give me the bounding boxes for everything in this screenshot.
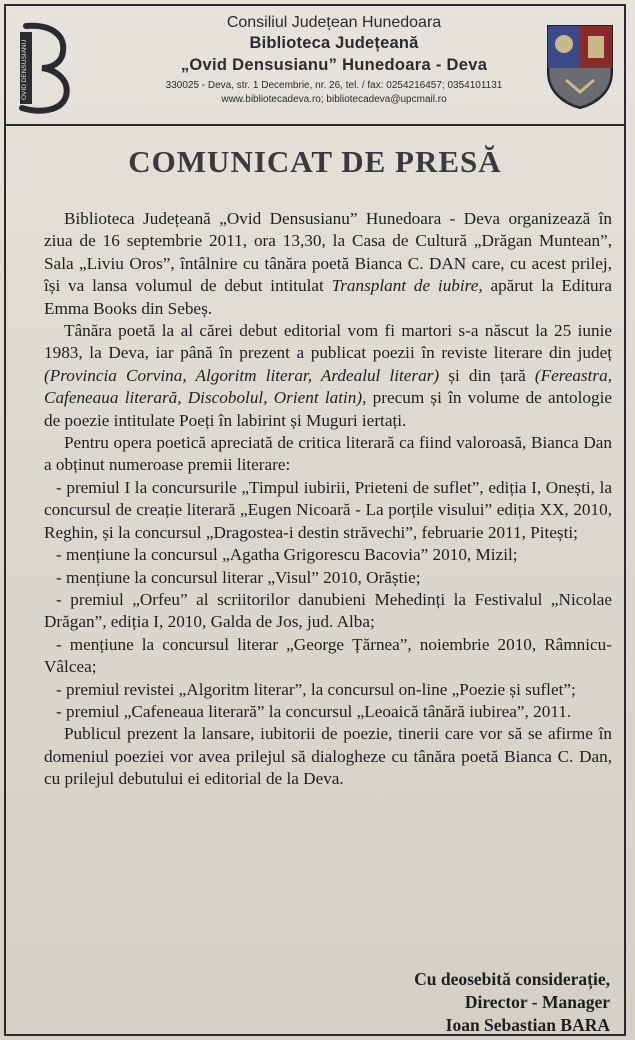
library-address: 330025 - Deva, str. 1 Decembrie, nr. 26, tel. / fax: 0254216457; 0354101131: [165, 80, 503, 91]
award-item: - premiul revistei „Algoritm literar”, la concursul on-line „Poezie și suflet”;: [56, 679, 576, 699]
paragraph-closing: Publicul prezent la lansare, iubitorii de poezie, tinerii care vor să se afirme în domeniul poeziei vor avea prilejul să dialogheze cu tânăra poetă Bianca C. Dan, cu prilejul debutului ei editorial de la Deva.: [44, 724, 612, 789]
signature-block: [414, 968, 610, 1037]
page-title: COMUNICAT DE PRESĂ: [128, 144, 502, 179]
national-magazines: (Fereastra, Cafeneaua literară, Discobolul, Orient latin),: [44, 365, 613, 408]
paragraph-biography: [44, 320, 612, 432]
paragraph-event: [44, 208, 612, 320]
library-full-name: „Ovid Densusianu” Hunedoara - Deva: [180, 56, 488, 74]
event-text-a: Biblioteca Județeană „Ovid Densusianu” Hunedoara - Deva organizează în ziua de 16 septembrie 2011, ora 13,30, la Casa de Cultură „Drăgan Muntean”, Sala „Liviu Oros”, întâlnire cu tânăra poetă Bianca C. DAN care, cu acest prilej, își va lansa volumul de debut intitulat: [44, 209, 612, 296]
bio-text-b: și din țară: [439, 365, 535, 385]
logo-vertical-text: OVID DENSUSIANU: [21, 39, 28, 100]
press-release-frame: [4, 4, 626, 1036]
signature-name: Ioan Sebastian BARA: [445, 1015, 610, 1035]
signature-greeting: Cu deosebită considerație,: [414, 969, 610, 989]
signature-role: Director - Manager: [464, 992, 610, 1012]
library-logo-icon: [12, 22, 76, 114]
library-web-contacts: www.bibliotecadeva.ro; bibliotecadeva@upcmail.ro: [221, 94, 447, 105]
press-release-body: [44, 208, 612, 791]
letterhead-text: [146, 12, 522, 106]
award-item: - premiul „Cafeneaua literară” la concursul „Leoaică tânără iubirea”, 2011.: [56, 701, 572, 721]
award-item: - mențiune la concursul literar „Visul” 2010, Orăștie;: [56, 567, 421, 587]
library-name: Biblioteca Județeană: [249, 34, 419, 52]
letterhead: [6, 6, 624, 126]
paragraph-awards-intro: Pentru opera poetică apreciată de critica literară ca fiind valoroasă, Bianca Dan a obținut numeroase premii literare:: [44, 433, 612, 475]
event-text-b: apărut la Editura Emma Books din Sebeș.: [44, 276, 613, 318]
bio-text-c: precum și în volume de antologie de poezie intitulate Poeți în labirint și Muguri iertați.: [44, 388, 612, 430]
award-item: - premiul „Orfeu” al scriitorilor danubieni Mehedinți la Festivalul „Nicolae Drăgan”, ediția I, 2010, Galda de Jos, jud. Alba;: [44, 589, 612, 632]
bio-text-a: Tânăra poetă la al cărei debut editorial vom fi martori s-a născut la 25 iunie 1983, la Deva, iar până în prezent a publicat poezii în reviste literare din județ: [44, 321, 612, 363]
county-coat-of-arms-icon: [544, 22, 616, 110]
award-item: - premiul I la concursurile „Timpul iubirii, Prieteni de suflet”, ediția I, Onești, la concursul de creație literară „Eugen Nicoară - La porțile visului” ediția XX, 2010, Reghin, și la concursul „Dragostea-i destin străvechi”, februarie 2011, Pitești;: [44, 477, 612, 542]
county-magazines: (Provincia Corvina, Algoritm literar, Ardealul literar): [44, 365, 440, 385]
award-item: - mențiune la concursul „Agatha Grigorescu Bacovia” 2010, Mizil;: [56, 545, 518, 565]
award-item: - mențiune la concursul literar „George Țărnea”, noiembrie 2010, Râmnicu-Vâlcea;: [44, 634, 612, 677]
council-name: Consiliul Județean Hunedoara: [226, 14, 442, 31]
book-title: Transplant de iubire,: [331, 276, 483, 296]
